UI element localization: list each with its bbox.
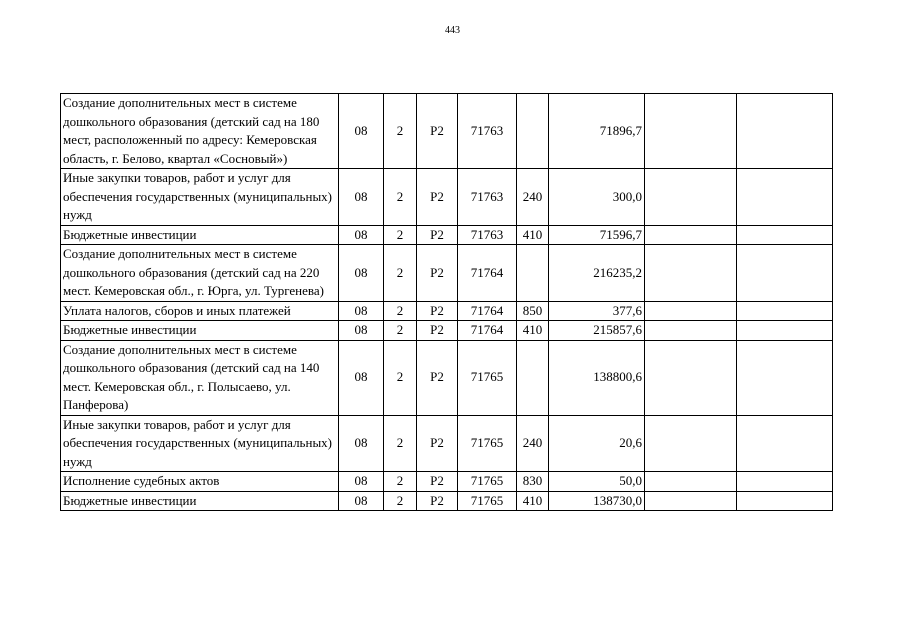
empty-column-cell bbox=[645, 321, 737, 341]
empty-column-cell bbox=[737, 340, 833, 415]
amount-cell: 216235,2 bbox=[549, 245, 645, 302]
table-row bbox=[61, 340, 833, 415]
program-code-cell: Р2 bbox=[417, 169, 458, 226]
expense-type-cell: 240 bbox=[517, 169, 549, 226]
subsection-code-cell: 2 bbox=[384, 321, 417, 341]
row-name-cell: Уплата налогов, сборов и иных платежей bbox=[61, 301, 339, 321]
target-code-cell: 71765 bbox=[458, 491, 517, 511]
program-code-cell: Р2 bbox=[417, 225, 458, 245]
target-code-cell: 71763 bbox=[458, 225, 517, 245]
empty-column-cell bbox=[645, 415, 737, 472]
section-code-cell: 08 bbox=[339, 245, 384, 302]
empty-column-cell bbox=[645, 245, 737, 302]
table-row bbox=[61, 415, 833, 472]
table-row bbox=[61, 301, 833, 321]
target-code-cell: 71765 bbox=[458, 415, 517, 472]
subsection-code-cell: 2 bbox=[384, 415, 417, 472]
row-name-cell: Бюджетные инвестиции bbox=[61, 321, 339, 341]
target-code-cell: 71763 bbox=[458, 94, 517, 169]
empty-column-cell bbox=[737, 94, 833, 169]
amount-cell: 50,0 bbox=[549, 472, 645, 492]
target-code-cell: 71765 bbox=[458, 472, 517, 492]
section-code-cell: 08 bbox=[339, 301, 384, 321]
table-row bbox=[61, 169, 833, 226]
program-code-cell: Р2 bbox=[417, 415, 458, 472]
empty-column-cell bbox=[737, 472, 833, 492]
expense-type-cell: 410 bbox=[517, 321, 549, 341]
expense-type-cell: 830 bbox=[517, 472, 549, 492]
table-row bbox=[61, 472, 833, 492]
empty-column-cell bbox=[645, 472, 737, 492]
subsection-code-cell: 2 bbox=[384, 245, 417, 302]
amount-cell: 300,0 bbox=[549, 169, 645, 226]
subsection-code-cell: 2 bbox=[384, 94, 417, 169]
amount-cell: 71596,7 bbox=[549, 225, 645, 245]
section-code-cell: 08 bbox=[339, 340, 384, 415]
budget-table bbox=[60, 93, 833, 511]
subsection-code-cell: 2 bbox=[384, 225, 417, 245]
subsection-code-cell: 2 bbox=[384, 491, 417, 511]
amount-cell: 138800,6 bbox=[549, 340, 645, 415]
empty-column-cell bbox=[645, 225, 737, 245]
empty-column-cell bbox=[737, 491, 833, 511]
target-code-cell: 71764 bbox=[458, 301, 517, 321]
expense-type-cell: 850 bbox=[517, 301, 549, 321]
subsection-code-cell: 2 bbox=[384, 301, 417, 321]
amount-cell: 215857,6 bbox=[549, 321, 645, 341]
page-number: 443 bbox=[445, 25, 460, 36]
empty-column-cell bbox=[645, 491, 737, 511]
row-name-cell: Иные закупки товаров, работ и услуг для обеспечения государственных (муниципальных) нужд bbox=[61, 415, 339, 472]
row-name-cell: Создание дополнительных мест в системе дошкольного образования (детский сад на 220 мест. Кемеровская обл., г. Юрга, ул. Тургенева) bbox=[61, 245, 339, 302]
empty-column-cell bbox=[645, 301, 737, 321]
empty-column-cell bbox=[645, 340, 737, 415]
amount-cell: 138730,0 bbox=[549, 491, 645, 511]
expense-type-cell: 240 bbox=[517, 415, 549, 472]
table-row bbox=[61, 245, 833, 302]
expense-type-cell: 410 bbox=[517, 491, 549, 511]
program-code-cell: Р2 bbox=[417, 472, 458, 492]
amount-cell: 71896,7 bbox=[549, 94, 645, 169]
empty-column-cell bbox=[645, 169, 737, 226]
subsection-code-cell: 2 bbox=[384, 169, 417, 226]
target-code-cell: 71763 bbox=[458, 169, 517, 226]
empty-column-cell bbox=[737, 321, 833, 341]
program-code-cell: Р2 bbox=[417, 94, 458, 169]
row-name-cell: Исполнение судебных актов bbox=[61, 472, 339, 492]
empty-column-cell bbox=[737, 245, 833, 302]
program-code-cell: Р2 bbox=[417, 245, 458, 302]
empty-column-cell bbox=[737, 169, 833, 226]
row-name-cell: Бюджетные инвестиции bbox=[61, 491, 339, 511]
subsection-code-cell: 2 bbox=[384, 340, 417, 415]
table-row bbox=[61, 321, 833, 341]
expense-type-cell bbox=[517, 94, 549, 169]
section-code-cell: 08 bbox=[339, 491, 384, 511]
section-code-cell: 08 bbox=[339, 415, 384, 472]
program-code-cell: Р2 bbox=[417, 321, 458, 341]
program-code-cell: Р2 bbox=[417, 491, 458, 511]
empty-column-cell bbox=[737, 415, 833, 472]
target-code-cell: 71765 bbox=[458, 340, 517, 415]
program-code-cell: Р2 bbox=[417, 301, 458, 321]
expense-type-cell bbox=[517, 340, 549, 415]
table-row bbox=[61, 225, 833, 245]
expense-type-cell bbox=[517, 245, 549, 302]
section-code-cell: 08 bbox=[339, 321, 384, 341]
target-code-cell: 71764 bbox=[458, 321, 517, 341]
section-code-cell: 08 bbox=[339, 225, 384, 245]
section-code-cell: 08 bbox=[339, 472, 384, 492]
row-name-cell: Бюджетные инвестиции bbox=[61, 225, 339, 245]
amount-cell: 20,6 bbox=[549, 415, 645, 472]
subsection-code-cell: 2 bbox=[384, 472, 417, 492]
section-code-cell: 08 bbox=[339, 169, 384, 226]
row-name-cell: Создание дополнительных мест в системе дошкольного образования (детский сад на 140 мест. Кемеровская обл., г. Полысаево, ул. Панферова) bbox=[61, 340, 339, 415]
table-row bbox=[61, 491, 833, 511]
empty-column-cell bbox=[645, 94, 737, 169]
empty-column-cell bbox=[737, 225, 833, 245]
section-code-cell: 08 bbox=[339, 94, 384, 169]
empty-column-cell bbox=[737, 301, 833, 321]
expense-type-cell: 410 bbox=[517, 225, 549, 245]
table-row bbox=[61, 94, 833, 169]
amount-cell: 377,6 bbox=[549, 301, 645, 321]
target-code-cell: 71764 bbox=[458, 245, 517, 302]
row-name-cell: Иные закупки товаров, работ и услуг для обеспечения государственных (муниципальных) нужд bbox=[61, 169, 339, 226]
row-name-cell: Создание дополнительных мест в системе дошкольного образования (детский сад на 180 мест, расположенный по адресу: Кемеровская область, г. Белово, квартал «Сосновый») bbox=[61, 94, 339, 169]
program-code-cell: Р2 bbox=[417, 340, 458, 415]
